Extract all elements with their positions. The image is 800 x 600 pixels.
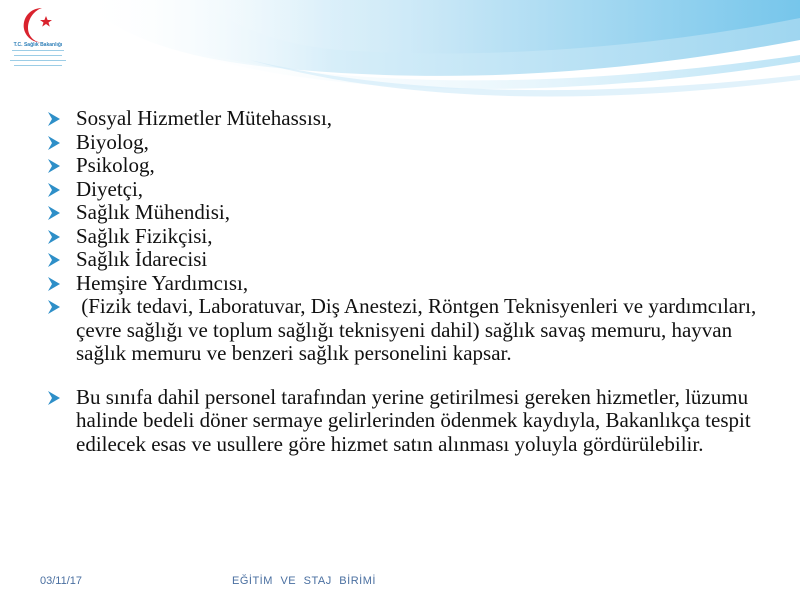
list-item [46,386,786,457]
list-item-text: Biyolog, [76,129,149,154]
list-item-text: Hemşire Yardımcısı, [76,270,249,295]
list-item-text: Sağlık Mühendisi, [76,200,231,224]
bullet-list [46,107,786,456]
list-item-text: Diyetçi, [76,176,144,201]
slide-body [46,107,786,456]
list-item [46,178,786,202]
arrow-bullet-icon [46,135,62,151]
arrow-bullet-icon [46,111,62,127]
list-item [46,295,786,366]
footer-unit-name: EĞİTİM VE STAJ BİRİMİ [232,575,376,587]
list-item [46,131,786,155]
list-item [46,154,786,178]
list-item-text: Sosyal Hizmetler Mütehassısı, [76,106,333,130]
list-item [46,225,786,249]
slide-footer [0,575,800,593]
list-item [46,248,786,272]
arrow-bullet-icon [46,182,62,198]
footer-date: 03/11/17 [40,575,83,587]
list-item [46,201,786,225]
arrow-bullet-icon [46,390,62,406]
arrow-bullet-icon [46,205,62,221]
arrow-bullet-icon [46,276,62,292]
header-wave-decoration [0,0,800,110]
list-item-text: Psikolog, [76,153,155,177]
list-item-text: (Fizik tedavi, Laboratuvar, Diş Anestezi, Röntgen Teknisyenleri ve yardımcıları, çevre sağlığı ve toplum sağlığı teknisyeni dahil) sağlık savaş memuru, hayvan sağlık memuru ve benzeri sağlık personelini kapsar. [76,294,762,365]
list-item-text: Sağlık İdarecisi [76,247,208,271]
list-item [46,107,786,131]
arrow-bullet-icon [46,252,62,268]
arrow-bullet-icon [46,158,62,174]
arrow-bullet-icon [46,299,62,315]
list-item [46,272,786,296]
logo-caption [0,42,76,69]
list-item-text: Sağlık Fizikçisi, [76,223,213,248]
arrow-bullet-icon [46,229,62,245]
logo-org-name: T.C. Sağlık Bakanlığı [13,42,63,48]
list-item-text: Bu sınıfa dahil personel tarafından yerine getirilmesi gereken hizmetler, lüzumu halinde bedeli döner sermaye gelirlerinden ödenmek kaydıyla, Bakanlıkça tespit edilecek esas ve usullere göre hizmet satın alınması yoluyla gördürülebilir. [76,384,751,456]
